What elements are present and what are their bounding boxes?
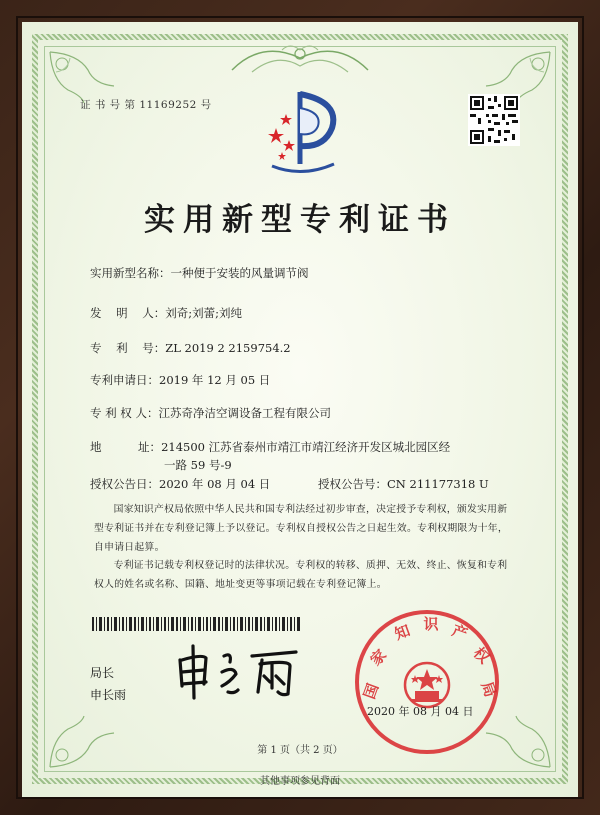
- address-row-2: [164, 457, 232, 473]
- svg-text:国: 国: [360, 681, 383, 702]
- cnipa-logo-icon: [262, 84, 342, 179]
- inventor-value: 刘奇;刘蕾;刘纯: [165, 306, 242, 320]
- inventor-row: [90, 305, 242, 321]
- svg-text:权: 权: [469, 643, 494, 668]
- patent-number-row: [90, 340, 291, 356]
- grant-number-label: 授权公告号：: [318, 477, 387, 491]
- address-line2: 一路 59 号-9: [164, 458, 232, 472]
- filing-date-row: [90, 372, 270, 388]
- certificate-paper: [22, 22, 578, 797]
- grant-number-value: CN 211177318 U: [387, 477, 489, 491]
- barcode-icon: [92, 617, 302, 631]
- address-row: [90, 439, 450, 455]
- inventor-label: 发 明 人：: [90, 306, 166, 320]
- certificate-number-value: 11169252: [139, 99, 197, 111]
- svg-text:知: 知: [392, 621, 413, 644]
- filing-date-label: 专利申请日：: [90, 373, 159, 387]
- filing-date-value: 2019 年 12 月 05 日: [159, 373, 271, 387]
- seal-date: 2020 年 08 月 04 日: [367, 705, 474, 718]
- address-label: 地 址：: [90, 440, 162, 454]
- official-seal-icon: [352, 607, 502, 757]
- page-number: 第 1 页（共 2 页）: [257, 745, 343, 756]
- certificate-number-suffix: 号: [200, 99, 212, 111]
- patentee-row: [90, 405, 331, 421]
- grant-date-value: 2020 年 08 月 04 日: [159, 477, 271, 491]
- svg-text:家: 家: [366, 645, 391, 670]
- patentee-value: 江苏奇净洁空调设备工程有限公司: [158, 406, 331, 420]
- utility-model-name-label: 实用新型名称：: [90, 266, 171, 280]
- svg-text:局: 局: [477, 679, 500, 700]
- director-title: 局长: [90, 666, 115, 680]
- certificate-number-label: 证 书 号 第: [80, 99, 136, 111]
- footer-note: 其他事项参见背面: [260, 776, 340, 787]
- address-line1: 214500 江苏省泰州市靖江市靖江经济开发区城北园区经: [161, 440, 451, 454]
- grant-date-label: 授权公告日：: [90, 477, 159, 491]
- patent-number-label: 专 利 号：: [90, 341, 166, 355]
- notice-paragraph-1: 国家知识产权局依照中华人民共和国专利法经过初步审查，决定授予专利权，颁发实用新型专利证书并在专利登记簿上予以登记。专利权自授权公告之日起生效。专利权期限为十年，自申请日起算。: [94, 504, 508, 553]
- notice-paragraph-2: 专利证书记载专利权登记时的法律状况。专利权的转移、质押、无效、终止、恢复和专利权人的姓名或名称、国籍、地址变更等事项记载在专利登记簿上。: [94, 560, 508, 590]
- certificate-number: [80, 97, 212, 112]
- certificate-title: 实用新型专利证书: [144, 202, 456, 238]
- patentee-label: 专 利 权 人：: [90, 406, 159, 420]
- svg-text:识: 识: [423, 615, 439, 633]
- grant-date-row: [90, 476, 270, 492]
- svg-text:产: 产: [449, 621, 470, 644]
- top-ornament-icon: [222, 40, 378, 80]
- utility-model-name-row: [90, 265, 309, 281]
- qr-code-icon: [468, 94, 520, 146]
- handwritten-signature-icon: [172, 642, 302, 702]
- grant-number-row: [318, 476, 489, 492]
- patent-number-value: ZL 2019 2 2159754.2: [165, 341, 291, 355]
- director-name: 申长雨: [90, 688, 127, 702]
- utility-model-name-value: 一种便于安装的风量调节阀: [170, 266, 309, 280]
